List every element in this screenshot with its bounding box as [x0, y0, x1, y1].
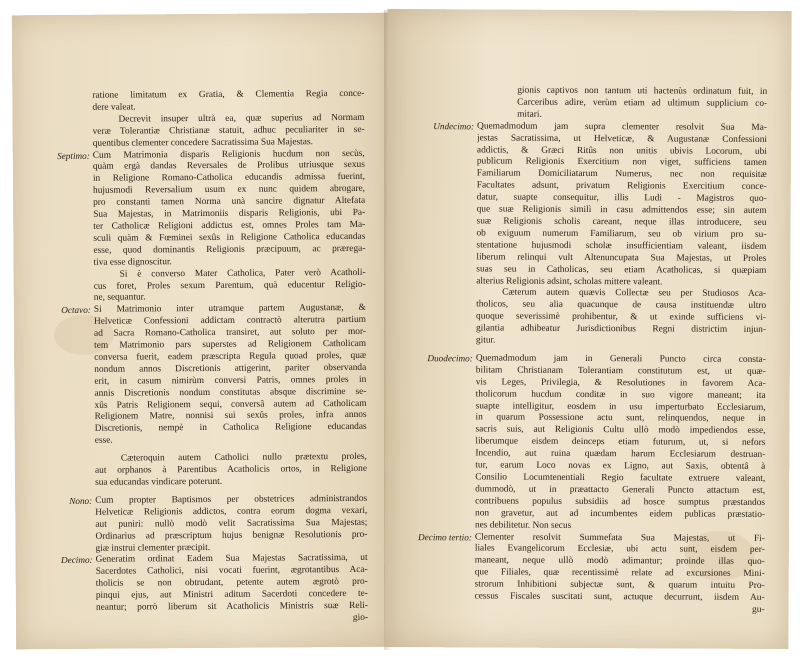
line-text: ter Catholicæ Religioni addictus est, omnes Proles tam Ma- [93, 219, 366, 232]
line-text: gilantia adhibeatur Jurisdictionibus Regni districtim injun- [475, 323, 767, 336]
line-text: Cum Matrimonia disparis Religionis hucdum non secùs, [92, 148, 365, 161]
line-text: gitur. [475, 335, 496, 346]
line-text: mitari. [517, 109, 542, 120]
line-text: ob exiguum numerum Familiarum, seu ob virium pro su- [476, 228, 767, 240]
text-line [95, 434, 367, 448]
line-text: suas seu in Catholicas, seu etiam Acatholicas, si quæpiam [476, 264, 767, 276]
line-text: liales Evangelicorum Ecclesiæ, ubi actu sunt, eisdem per- [474, 543, 765, 556]
line-text: datur, suapte consequitur, illis Ludi - Magistros quo- [476, 192, 767, 205]
line-text: Clementer resolvit Summefata Sua Majestas, ut Fi- [474, 531, 765, 544]
line-text: tholicorum hucdum conditæ in suo vigore maneant; ita [475, 389, 766, 401]
line-text: suapte intelligitur, eosdem in usu imperturbato Ecclesiarum, [475, 400, 766, 413]
line-text: Decrevit insuper ultrà ea, quæ superius ad Normam [118, 112, 365, 125]
line-text: nondum annos Discretionis attigerint, pariter observanda [94, 362, 367, 375]
line-text: Sacerdotes Catholici, nisi vocati fuerint, ægrotantibus Aca- [95, 565, 368, 578]
line-text: dummodò, ut in præattacto Generali Puncto attactum est, [475, 484, 766, 496]
line-text: sacris suis, aut Religionis Cultu ullò modò impediendos esse, [475, 424, 766, 437]
line-text: publicum Religionis Exercitium non viget, sufficiens tamen [476, 156, 767, 169]
line-text: Quemadmodum jam in Generali Puncto circa consta- [475, 353, 766, 365]
line-text: liberum relinqui vult Altenuncupata Sua Majestas, ut Proles [476, 252, 767, 264]
line-text: Helveticæ Religionis addictos, contra eorum dogma vexari, [95, 505, 368, 518]
line-text: Carceribus adire, verùm etiam ad ultimum supplicium co- [517, 97, 768, 109]
line-text: in quarum Possessione actu sunt, relinquendos, neque in [475, 412, 766, 425]
line-text: Si è converso Mater Catholica, Pater verò Acatholi- [119, 267, 366, 280]
line-text: sua educandas vindicare poterunt. [95, 476, 223, 488]
line-text: ad Sacra Romano-Catholica transiret, aut soluto per mor- [93, 326, 367, 339]
line-text: vis Leges, Privilegia, & Resolutiones in favorem Aca- [475, 377, 766, 389]
section-label: Duodecimo: [427, 353, 473, 364]
line-text: suæ Religionis scholis careant, neque illas introducere, seu [476, 216, 767, 228]
line-text: gionis captivos non tantum uti hactenùs ordinatum fuit, in [517, 85, 768, 97]
section-label: Decimo: [60, 555, 93, 566]
line-text: non gravetur, aut ad incumbentes eidem publicas præstatio- [475, 508, 766, 520]
left-page-text [57, 88, 369, 627]
line-text: tem Matrimonio pars superstes ad Religionem Catholicam [94, 338, 367, 351]
line-text: que suæ Religionis similì in casu admittendos esse; sin autem [476, 204, 767, 216]
line-text: Cæteroquin autem Catholici nullo prætextu proles, [120, 452, 367, 464]
line-text: aut orphanos à Parentibus Acatholicis ortos, in Religione [94, 463, 368, 476]
line-text: annis Discretionis nondum constitutas absque discrimine se- [94, 386, 367, 399]
line-text: liberumque eisdem deinceps etiam futurum, ut, si nefors [475, 436, 766, 449]
text-line [476, 335, 766, 348]
line-text: giæ instrui clementer præcipit. [95, 542, 211, 554]
right-page-text [418, 85, 768, 616]
line-text: quoque severissimè prohibentur, & ut exinde sufficiens vi- [476, 311, 767, 324]
line-text: Religionem Matre, nonnisi sui sexûs proles, infra annos [94, 410, 367, 423]
line-text: xûs Patris Religionem sequi, conversâ autem ad Catholicam [94, 398, 367, 411]
line-text: tiva esse dignoscitur. [93, 256, 172, 268]
line-text: ratione limitatum ex Gratia, & Clementia Regia conce- [92, 88, 365, 101]
line-text: Discretionis, nempè in Catholica Religione educandas [94, 422, 367, 435]
line-text: Cæterum autem quævis Collectæ seu per Studiosos Aca- [502, 287, 767, 300]
line-text: tholicis se non obtrudant, petente autem ægrotò pro- [95, 577, 368, 590]
line-text: gu- [752, 604, 765, 615]
line-text: cessus Fiscales suscitati sunt, actuque decurrunt, iisdem Au- [474, 591, 765, 603]
line-text: Consilio Locumtenentiali Regio facultate extruere valeant, [475, 472, 766, 484]
line-text: addictis, & Græci Ritûs non unitis ubivis Locorum, ubi [476, 144, 767, 157]
line-text: stentatione hujusmodi scholæ insufficientiam valeant, iisdem [476, 240, 767, 252]
left-page [12, 13, 396, 650]
line-text: Generatim ordinat Eadem Sua Majestas Sacratissima, ut [95, 553, 368, 566]
line-text: contribuens populus subsidiis ad hosce sumptus præstandos [475, 496, 766, 508]
line-text: que Filiales, quæ recentissimè relate ad excursiones Mini- [474, 567, 765, 580]
line-text: quàm ergà dandas Reversales de Prolibus utriusque sexus [92, 160, 365, 173]
line-text: conversa fuerit, eadem præscripta Regula quoad proles, quæ [94, 350, 367, 363]
line-text: Incendio, aut ruina quædam harum Ecclesiarum destruan- [475, 448, 766, 461]
line-text: esse. [94, 435, 113, 447]
text-line [474, 603, 764, 616]
line-text: gio- [352, 612, 369, 623]
text-line [95, 476, 367, 490]
line-text: in Religione Romano-Catholica educandis admissa fuerint, [92, 172, 365, 185]
line-text: Sua Majestas, in Matrimoniis disparis Religionis, ubi Pa- [93, 207, 366, 220]
line-text: Quemadmodum jam supra clementer resolvit Sua Ma- [477, 121, 768, 133]
line-text: quentibus clementer concedere Sacratissima Sua Majestas. [92, 136, 313, 149]
line-text: Facultates adsunt, privatum Religionis Exercitium conce- [476, 180, 767, 193]
section-label: Octavo: [61, 305, 91, 316]
line-text: ne, sequantur. [93, 292, 146, 304]
line-text: alterius Religionis adsint, scholas mittere valeant. [476, 275, 663, 287]
line-text: pro constanti tamen Norma unà sancire dignatur Altefata [93, 196, 366, 208]
line-text: erit, in casum nimirùm conversi Patris, omnes proles in [94, 374, 367, 387]
line-text: tur, earum Loco novas ex Ligno, aut Saxis, obtentâ à [475, 460, 766, 473]
line-text: aut puniri: nullò modò velit Sacratissima Sua Majestas; [95, 517, 368, 530]
line-text: pinqui ejus, aut Ministri aditum Sacerdoti concedere te- [95, 589, 368, 601]
line-text: maneant, neque ullò modò adimantur; proinde illas quo- [474, 555, 765, 568]
line-text: hujusmodi Reversalium usum ex nunc quidem abrogare, [92, 184, 366, 197]
line-text: sculi quàm & Fœminei sexûs in Religione Catholica educandas [93, 231, 366, 244]
line-text: Ordinarius ad præscriptum hujus benignæ Resolutionis pro- [95, 529, 368, 542]
line-text: tholicos, seu alia quacunque de causa instituendæ ultro [476, 299, 767, 312]
line-text: nes debilitetur. Non secus [474, 520, 572, 531]
line-text: jestas Sacratissima, ut Helveticæ, & Augustanæ Confessioni [476, 133, 768, 145]
text-line [96, 613, 368, 627]
line-text: dere valeat. [92, 102, 136, 113]
line-text: neantur; porrò liberum sit Acatholicis Ministris suæ Reli- [95, 600, 368, 613]
line-text: Cum propter Baptismos per obstetrices administrandos [95, 493, 368, 506]
section-label: Nono: [69, 495, 93, 506]
line-text: veræ Tolerantiæ Christianæ statuit, adhuc peculiariter in se- [92, 124, 365, 137]
section-label: Decimo tertio: [418, 531, 472, 542]
line-text: cus foret, Proles sexum Parentum, quà educentur Religio- [93, 279, 366, 292]
line-text: Familiarum Domiciliatarum Numerus, nec non requisitæ [476, 168, 767, 181]
section-label: Undecimo: [433, 120, 475, 132]
section-label: Septimo: [57, 150, 90, 161]
line-text: strorum Inhibitioni subjectæ sunt, & quarum intuitu Pro- [474, 579, 765, 592]
line-text: bilitam Christianam Tolerantiam constitutum est, ut quæ- [475, 365, 766, 377]
line-text: Helveticæ Confessioni addictam contractò alterutra partium [93, 315, 366, 327]
line-text: Si Matrimonio inter utramque partem Augustanæ, & [93, 303, 366, 316]
right-page [384, 9, 791, 649]
line-text: esse, quod dominantis Religionis præcipuum, ac prærega- [93, 243, 366, 256]
